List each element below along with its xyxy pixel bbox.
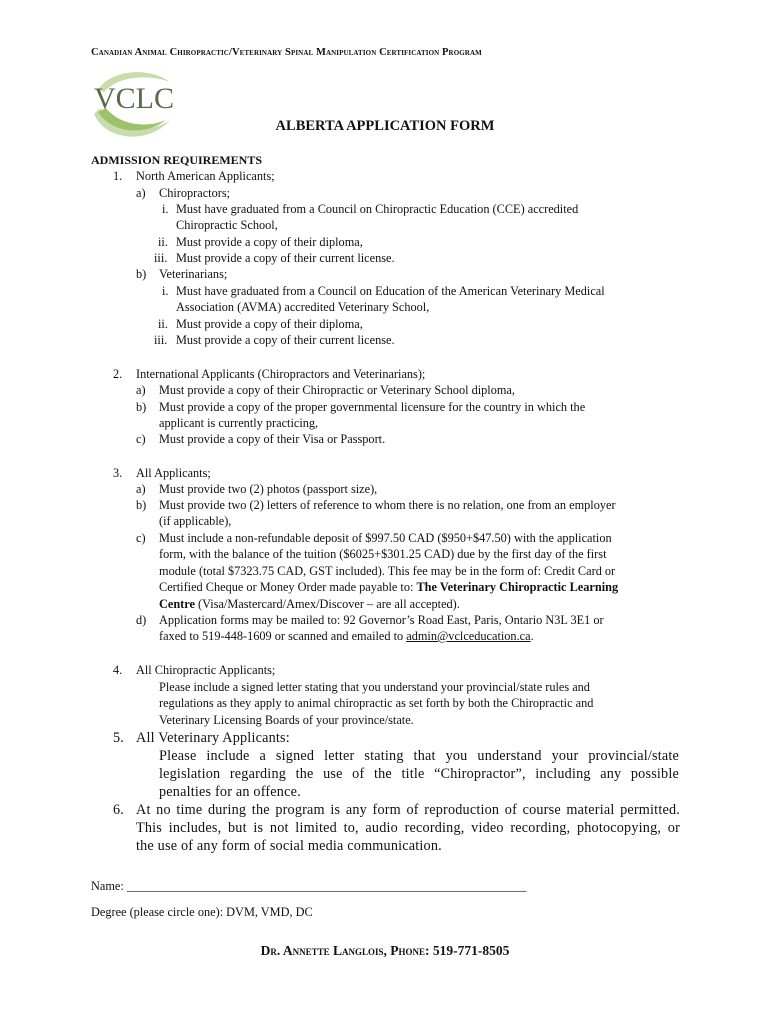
item-1b-i-line1: Must have graduated from a Council on Education of the American Veterinary Medical <box>176 284 605 298</box>
item-1-label: North American Applicants; <box>136 169 275 183</box>
item-2b-line2: applicant is currently practicing, <box>159 416 319 430</box>
payee-name-end: Centre <box>159 597 195 611</box>
item-3d-line2 <box>159 628 534 644</box>
item-3c-line4 <box>159 579 618 595</box>
item-1b-letter: b) <box>136 267 147 281</box>
item-3c-line5 <box>159 596 460 612</box>
item-5-body <box>159 747 679 801</box>
item-1a-letter: a) <box>136 186 146 200</box>
item-6-line2: This includes, but is not limited to, audio recording, video recording, photocopying, or <box>136 820 680 836</box>
item-6-number: 6. <box>113 802 125 818</box>
item-3d-letter: d) <box>136 613 147 627</box>
item-3a-letter: a) <box>136 482 146 496</box>
item-5-line1: Please include a signed letter stating that you understand your provincial/state <box>159 748 679 764</box>
item-3c-line5-text: (Visa/Mastercard/Amex/Discover – are all accepted). <box>194 597 460 611</box>
item-3c-line3: module (total $7323.75 CAD, GST included). This fee may be in the form of: Credit Card or <box>159 564 616 578</box>
logo-text: VCLC <box>94 82 175 115</box>
item-5-label: All Veterinary Applicants: <box>136 730 290 746</box>
item-1a-i-line1: Must have graduated from a Council on Chiropractic Education (CCE) accredited <box>176 202 579 216</box>
item-2c-letter: c) <box>136 432 146 446</box>
item-3d-line2-text: faxed to 519-448-1609 or scanned and emailed to <box>159 629 407 643</box>
item-4-line3: Veterinary Licensing Boards of your province/state. <box>159 713 414 727</box>
item-4-label: All Chiropractic Applicants; <box>136 663 276 677</box>
item-6-line1: At no time during the program is any form of reproduction of course material permitted. <box>136 802 680 818</box>
item-2c-text: Must provide a copy of their Visa or Passport. <box>159 432 386 446</box>
item-3b-line1: Must provide two (2) letters of reference to whom there is no relation, one from an employer <box>159 498 616 512</box>
item-1a-label: Chiropractors; <box>159 186 231 200</box>
item-1a-iii-text: Must provide a copy of their current license. <box>176 251 395 265</box>
item-3b-line2: (if applicable), <box>159 514 232 528</box>
item-5-line2: legislation regarding the use of the title “Chiropractor”, including any possible <box>159 766 679 782</box>
item-2-label: International Applicants (Chiropractors and Veterinarians); <box>136 367 426 381</box>
item-5-number: 5. <box>113 730 125 746</box>
item-2a-text: Must provide a copy of their Chiropractic or Veterinary School diploma, <box>159 383 515 397</box>
item-3-label: All Applicants; <box>136 466 211 480</box>
item-6-body <box>136 801 680 855</box>
item-1a-iii-number: iii. <box>154 251 168 265</box>
item-1b-i-number: i. <box>162 284 169 298</box>
item-1-number: 1. <box>113 169 123 183</box>
item-2b-letter: b) <box>136 400 147 414</box>
item-5-line3: penalties for an offence. <box>159 784 301 800</box>
item-3-number: 3. <box>113 466 123 480</box>
name-line[interactable]: _________________________________________________________________ <box>126 879 527 893</box>
item-3d-line1: Application forms may be mailed to: 92 Governor’s Road East, Paris, Ontario N3L 3E1 or <box>159 613 604 627</box>
item-6-line3: the use of any form of social media communication. <box>136 838 442 854</box>
item-3c-line1: Must include a non-refundable deposit of $997.50 CAD ($950+$47.50) with the application <box>159 531 612 545</box>
item-1b-label: Veterinarians; <box>159 267 228 281</box>
email-link[interactable]: admin@vclceducation.ca <box>406 629 531 643</box>
item-3a-text: Must provide two (2) photos (passport size), <box>159 482 378 496</box>
program-header: Canadian Animal Chiropractic/Veterinary Spinal Manipulation Certification Program <box>91 47 482 58</box>
item-1b-iii-number: iii. <box>154 333 168 347</box>
form-title: ALBERTA APPLICATION FORM <box>275 118 495 134</box>
item-3d-line2-end: . <box>530 629 534 643</box>
item-1b-ii-text: Must provide a copy of their diploma, <box>176 317 363 331</box>
item-1b-ii-number: ii. <box>158 317 168 331</box>
item-4-line2: regulations as they apply to animal chiropractic as set forth by both the Chiropractic and <box>159 696 594 710</box>
item-3c-letter: c) <box>136 531 146 545</box>
degree-field: Degree (please circle one): DVM, VMD, DC <box>91 905 313 919</box>
item-1a-ii-number: ii. <box>158 235 168 249</box>
item-2b-line1: Must provide a copy of the proper governmental licensure for the country in which the <box>159 400 586 414</box>
item-1a-i-line2: Chiropractic School, <box>176 218 278 232</box>
payee-name: The Veterinary Chiropractic Learning <box>416 580 619 594</box>
item-3c-line2: form, with the balance of the tuition ($6025+$301.25 CAD) due by the first day of the first <box>159 547 607 561</box>
name-field[interactable] <box>91 878 527 894</box>
item-1a-ii-text: Must provide a copy of their diploma, <box>176 235 363 249</box>
item-3c-line4-text: Certified Cheque or Money Order made payable to: <box>159 580 417 594</box>
item-4-line1: Please include a signed letter stating that you understand your provincial/state rules and <box>159 680 590 694</box>
item-1a-i-number: i. <box>162 202 169 216</box>
item-2a-letter: a) <box>136 383 146 397</box>
section-heading: ADMISSION REQUIREMENTS <box>91 153 263 167</box>
contact-footer: Dr. Annette Langlois, Phone: 519-771-8505 <box>260 943 510 958</box>
item-4-number: 4. <box>113 663 123 677</box>
item-3b-letter: b) <box>136 498 147 512</box>
name-label: Name: <box>91 879 124 893</box>
item-1b-iii-text: Must provide a copy of their current license. <box>176 333 395 347</box>
item-2-number: 2. <box>113 367 123 381</box>
item-1b-i-line2: Association (AVMA) accredited Veterinary School, <box>176 300 430 314</box>
